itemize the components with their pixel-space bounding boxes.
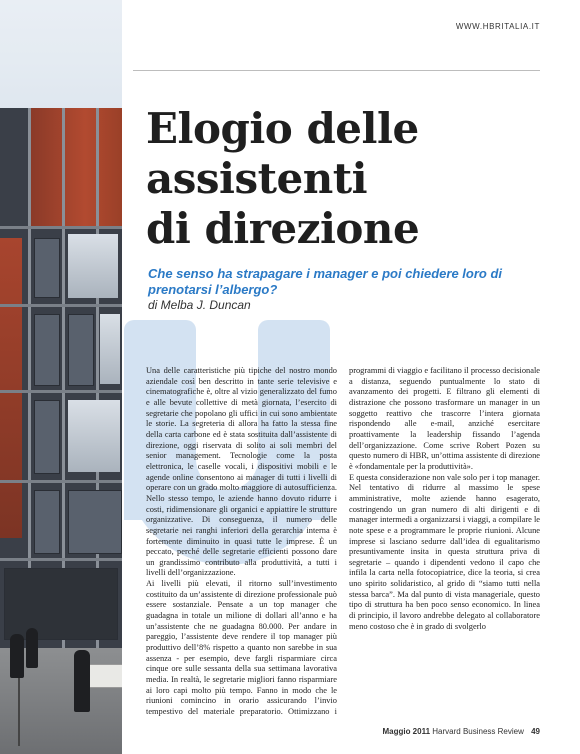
page-footer [382,727,540,736]
article-deck: Che senso ha strapagare i manager e poi chiedere loro di prenotarsi l’albergo? [148,266,503,297]
article-byline: di Melba J. Duncan [148,298,251,312]
pedestrian [26,628,38,668]
header-divider [133,70,540,71]
article-title [146,104,546,254]
body-paragraph: Una delle caratteristiche più tipiche del nostro mondo aziendale così ben descritto in tante serie televisive e cinematografiche è, oltre al vizio generalizzato del fumo e alle bevute collettive di metà giornata, l’esercito di segretarie che popolano gli uffici in cui sono ambientate le storie. La segreteria di allora ha fatto la stessa fine della carta carbone ed è stata sostituita dall’assistente di direzione, oggi riservata di solito ai soli membri del senior management. Tecnologie come la posta elettronica, le caselle vocali, i dispositivi mobili e le agende online consentono ai manager di tutti i livelli di operare con un grado molto maggiore di autosufficienza. Nello stesso tempo, le aziende hanno dovuto ridurre i costi, ridimensionare gli organici e appiattire le strutture organizzative. Di conseguenza, il numero delle segretarie nei ranghi inferiori della gerarchia interna è fortemente diminuito in quasi tutte le imprese. È un peccato, perché delle segretarie efficienti possono dare un grandissimo contributo alla produttività, a tutti i livelli dell’organizzazione. [146,366,337,578]
building-facade [0,108,122,648]
building-photo [0,0,122,754]
page-number: 49 [531,727,540,736]
footer-magazine: Harvard Business Review [432,727,524,736]
body-paragraph: E questa considerazione non vale solo per i top manager. Nel tentativo di ridurre al massimo le spese amministrative, molte aziende hanno esagerato, costringendo un gran numero di alti dirigenti e di manager intermedi a organizzarsi i viaggi, a compilare le note spese e a programmare le proprie riunioni. Alcune imprese si lasciano sedurre dall’idea di egualitarismo presuntivamente insita in questa struttura priva di segretarie – quando i dipendenti vedono il capo che infila la carta nella fotocopiatrice, dice la teoria, si crea uno spirito solidaristico, al grido di “siamo tutti nella stessa barca”. Ma dal punto di vista manageriale, questo tipo di struttura ha ben poco senso economico. In linea di principio, il lavoro andrebbe delegato al collaboratore meno costoso che è in grado di svolgerlo [349,472,540,631]
header-url[interactable]: WWW.HBRITALIA.IT [455,22,540,31]
footer-month: Maggio 2011 [382,727,431,736]
article-body [146,366,540,722]
pedestrian [74,650,90,712]
body-paragraph: Ai livelli più elevati, il ritorno sull’investimento costituito da un’assistente di direzione professionale può essere sostanziale. Pensate a un top manager che guadagna in totale un milione di dollari all’anno e ha un’assistente che ne guadagna 80.000. Per andare in pareggio, l’assistente deve rendere il top manager più produttivo dell’8% rispetto a quanto non sarebbe in sua assenza - per esempio, deve fargli risparmiare circa cinque ore sulle sessanta della sua settimana lavorativa media. In realtà, le segretarie migliori fanno risparmiare ai loro capi molto più tempo. Fanno in modo che le riunioni comincino in orario assicurando l’invio tempestivo del materiale preparatorio. Ottimizzano i programmi di viaggio e facilitano il processo decisionale a distanza, seguendo puntualmente lo stato di avanzamento dei progetti. E filtrano gli elementi di distrazione che possono trasformare un manager in un soggetto reattivo che trascorre l’intera giornata rispondendo alle e-mail, anziché esercitare proattivamente la leadership fissando l’agenda dell’organizzazione. Come scrive Robert Pozen su questo numero di HBR, un’ottima assistente di direzione è «fondamentale per la produttività». [146,366,540,716]
title-line: assistenti [146,154,368,203]
title-line: di direzione [146,204,420,253]
pedestrian [10,634,24,678]
title-line: Elogio delle [146,104,419,153]
